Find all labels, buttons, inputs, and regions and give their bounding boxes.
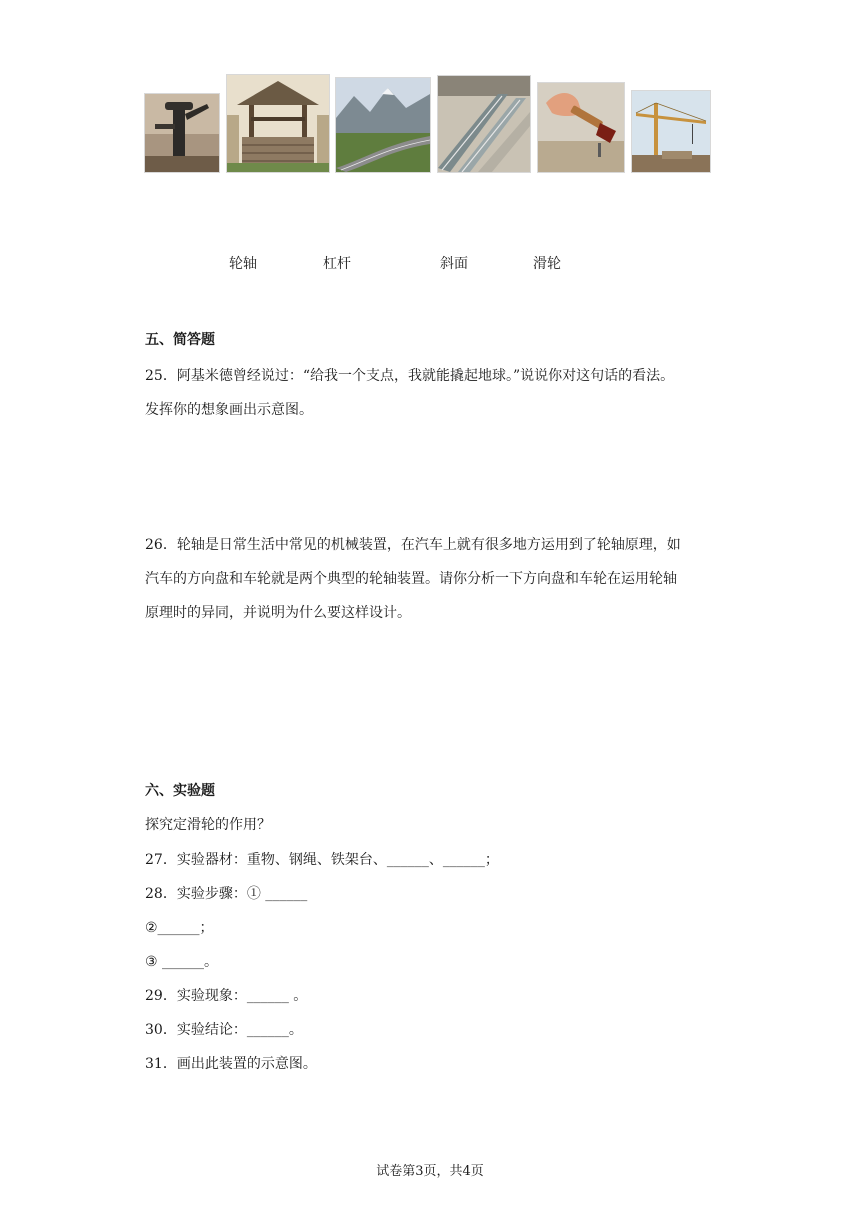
q26-line3: 原理时的异同，并说明为什么要这样设计。 — [145, 605, 411, 621]
section6-intro: 探究定滑轮的作用？ — [145, 817, 271, 833]
q28-step3: ③ ______。 — [145, 954, 219, 970]
q30-line: 30．实验结论：______。 — [145, 1022, 303, 1038]
tower-crane-image — [631, 90, 711, 173]
label-inclined-plane: 斜面 — [440, 256, 468, 272]
q28-line: 28．实验步骤：① ______ — [145, 886, 308, 902]
q28-step2: ②______； — [145, 920, 214, 936]
water-pump-image — [144, 93, 220, 173]
section6-heading: 六、实验题 — [145, 783, 215, 799]
label-lever: 杠杆 — [323, 256, 351, 272]
section5-heading: 五、简答题 — [145, 332, 215, 348]
page-footer: 试卷第3页，共4页 — [376, 1164, 484, 1179]
q26-line1: 26．轮轴是日常生活中常见的机械装置，在汽车上就有很多地方运用到了轮轴原理，如 — [145, 537, 681, 553]
well-windlass-image — [226, 74, 330, 173]
hammer-nail-image — [537, 82, 625, 173]
q25-line1: 25．阿基米德曾经说过：“给我一个支点，我就能撬起地球。”说说你对这句话的看法。 — [145, 368, 675, 384]
q26-line2: 汽车的方向盘和车轮就是两个典型的轮轴装置。请你分析一下方向盘和车轮在运用轮轴 — [145, 571, 677, 587]
label-pulley: 滑轮 — [533, 256, 561, 272]
q31-line: 31．画出此装置的示意图。 — [145, 1056, 317, 1072]
label-wheel-axle: 轮轴 — [229, 256, 257, 272]
q25-line2: 发挥你的想象画出示意图。 — [145, 402, 313, 418]
mountain-road-image — [335, 77, 431, 173]
q29-line: 29．实验现象：______ 。 — [145, 988, 308, 1004]
q27-line: 27．实验器材：重物、钢绳、铁架台、______、______； — [145, 852, 499, 868]
escalator-image — [437, 75, 531, 173]
